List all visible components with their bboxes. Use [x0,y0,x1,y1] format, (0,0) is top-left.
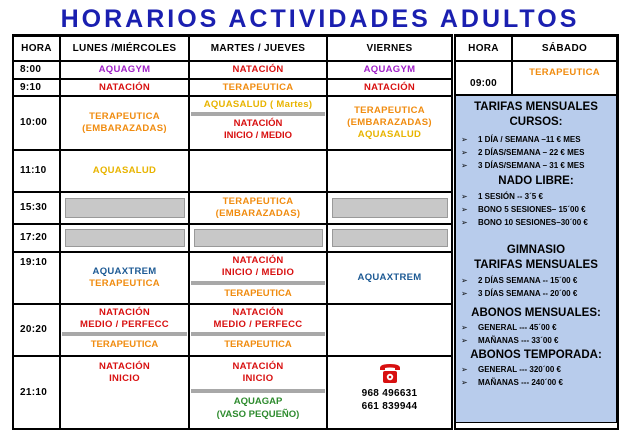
sabado-activity [512,61,617,95]
sabado-header-hora: HORA [455,36,512,61]
bullet-icon: ➢ [461,378,468,387]
bullet-icon: ➢ [461,365,468,374]
cursos-list [456,133,616,172]
sabado-time-value: 09:00 [469,78,498,89]
bullet-icon: ➢ [461,336,468,345]
list-item [456,376,616,389]
time-1720: 17:20 [13,224,60,252]
page-title: HORARIOS ACTIVIDADES ADULTOS [60,5,580,33]
mj-aquagap [189,395,327,421]
list-item [456,363,616,376]
list-item [456,334,616,347]
mj-0910-cell [189,79,327,96]
activity-natacion: NATACIÓN [233,118,283,129]
abono-price: MAÑANAS --- 33´00 € [478,336,559,345]
row-separator [62,332,187,336]
tarifas-panel [455,95,617,423]
nado-list [456,190,616,229]
row-separator [191,332,325,336]
activity-vaso-note: (VASO PEQUEÑO) [216,409,300,420]
activity-natacion: NATACIÓN [232,255,284,266]
curso-price: 2 DÍAS/SEMANA – 22 € MES [478,148,585,157]
abonos-temporada-list [456,363,616,389]
gimnasio-tarifas-heading: TARIFAS MENSUALES [474,259,598,271]
list-item [456,203,616,216]
activity-embarazadas-note: (EMBARAZADAS) [347,117,432,128]
activity-level: MEDIO / PERFECC [213,319,303,330]
gimnasio-list [456,274,616,300]
curso-price: 1 DÍA / SEMANA –11 € MES [478,135,581,144]
list-item [456,146,616,159]
abono-price: GENERAL --- 320´00 € [478,365,561,374]
activity-level: INICIO / MEDIO [221,267,295,278]
activity-terapeutica: TERAPEUTICA [529,67,600,78]
bullet-icon: ➢ [461,276,468,285]
mj-1110-cell [189,150,327,192]
activity-natacion: NATACIÓN [98,81,151,93]
sabado-header-dia: SÁBADO [512,36,617,61]
time-0800: 8:00 [13,61,60,79]
activity-level: INICIO [109,373,140,384]
time-1910: 19:10 [13,252,60,304]
vi-1000-cell [327,96,452,150]
empty-slot-vi-1530 [332,198,448,218]
activity-terapeutica: TERAPEUTICA [222,196,294,207]
empty-slot-vi-1720 [332,229,448,247]
activity-terapeutica: TERAPEUTICA [222,81,294,93]
time-2110: 21:10 [13,356,60,429]
time-2020: 20:20 [13,304,60,356]
nado-price: BONO 10 SESIONES–30´00 € [478,218,588,227]
nado-price: 1 SESIÓN -- 3´5 € [478,192,543,201]
bullet-icon: ➢ [461,148,468,157]
activity-aquasalud: AQUASALUD ( Martes) [203,99,313,110]
vi-1110-cell [327,150,452,192]
mj-1530-cell [189,192,327,224]
activity-aquaxtrem: AQUAXTREM [357,272,422,283]
activity-terapeutica: TERAPEUTICA [224,288,292,299]
time-1110: 11:10 [13,150,60,192]
bullet-icon: ➢ [461,192,468,201]
activity-aquagap: AQUAGAP [233,396,283,407]
activity-natacion: NATACIÓN [232,361,284,372]
phone-number-2[interactable]: 661 839944 [361,401,418,412]
telephone-icon [377,361,403,385]
activity-terapeutica: TERAPEUTICA [354,105,425,116]
activity-aquaxtrem: AQUAXTREM [92,266,157,277]
abonos-mensuales-list [456,321,616,347]
list-item [456,287,616,300]
empty-slot-lm-1720 [65,229,185,247]
lm-0910-cell [60,79,189,96]
activity-embarazadas-note: (EMBARAZADAS) [82,123,167,134]
activity-embarazadas-note: (EMBARAZADAS) [215,208,301,219]
time-1000: 10:00 [13,96,60,150]
activity-aquasalud: AQUASALUD [357,129,422,140]
list-item [456,274,616,287]
list-item [456,190,616,203]
activity-level: INICIO [242,373,274,384]
list-item [456,133,616,146]
activity-natacion: NATACIÓN [232,307,284,318]
bullet-icon: ➢ [461,289,468,298]
lm-1910-cell [60,252,189,304]
mj-1000-natacion [189,118,327,142]
curso-price: 3 DÍAS/SEMANA – 31 € MES [478,161,585,170]
list-item [456,216,616,229]
activity-aquasalud: AQUASALUD [92,165,157,176]
abonos-temporada-heading: ABONOS TEMPORADA: [470,349,602,361]
header-lunes-miercoles: LUNES /MIÉRCOLES [60,36,189,61]
activity-aquagym: AQUAGYM [98,64,151,75]
cursos-heading: CURSOS: [509,116,563,128]
empty-slot-mj-1720 [194,229,323,247]
activity-aquagym: AQUAGYM [363,64,416,75]
header-hora: HORA [13,36,60,61]
activity-natacion: NATACIÓN [98,361,151,372]
activity-level: INICIO / MEDIO [223,130,293,141]
row-separator [191,389,325,393]
header-viernes: VIERNES [327,36,452,61]
gimnasio-price: 2 DÍAS SEMANA -- 15´00 € [478,276,578,285]
activity-terapeutica: TERAPEUTICA [224,339,292,350]
nado-price: BONO 5 SESIONES– 15´00 € [478,205,586,214]
bullet-icon: ➢ [461,218,468,227]
row-separator [191,281,325,285]
list-item [456,159,616,172]
activity-natacion: NATACIÓN [232,64,284,75]
vi-2020-cell [327,304,452,356]
phone-number-1[interactable]: 968 496631 [361,388,418,399]
lm-1000-cell [60,96,189,150]
time-1530: 15:30 [13,192,60,224]
bullet-icon: ➢ [461,205,468,214]
lm-1110-cell [60,150,189,192]
abonos-mensuales-heading: ABONOS MENSUALES: [471,307,601,319]
lm-2110-cell [60,356,189,429]
header-martes-jueves: MARTES / JUEVES [189,36,327,61]
empty-slot-lm-1530 [65,198,185,218]
time-0910: 9:10 [13,79,60,96]
gimnasio-price: 3 DÍAS SEMANA -- 20´00 € [478,289,578,298]
lm-0800-cell [60,61,189,79]
activity-natacion: NATACIÓN [98,307,151,318]
vi-0800-cell [327,61,452,79]
mj-0800-cell [189,61,327,79]
bullet-icon: ➢ [461,323,468,332]
vi-2110-cell [327,356,452,429]
bullet-icon: ➢ [461,135,468,144]
bullet-icon: ➢ [461,161,468,170]
activity-terapeutica: TERAPEUTICA [89,278,160,289]
activity-natacion: NATACIÓN [363,81,416,93]
nado-libre-heading: NADO LIBRE: [498,175,574,187]
abono-price: GENERAL --- 45´00 € [478,323,557,332]
activity-terapeutica: TERAPEUTICA [89,111,160,122]
row-separator [191,112,325,116]
list-item [456,321,616,334]
vi-1910-cell [327,252,452,304]
activity-level: MEDIO / PERFECC [80,319,169,330]
gimnasio-heading: GIMNASIO [506,244,566,256]
abono-price: MAÑANAS --- 240´00 € [478,378,563,387]
activity-terapeutica: TERAPEUTICA [90,339,159,350]
tarifas-mensuales-heading: TARIFAS MENSUALES [474,101,598,113]
vi-0910-cell [327,79,452,96]
sabado-time [455,61,512,95]
